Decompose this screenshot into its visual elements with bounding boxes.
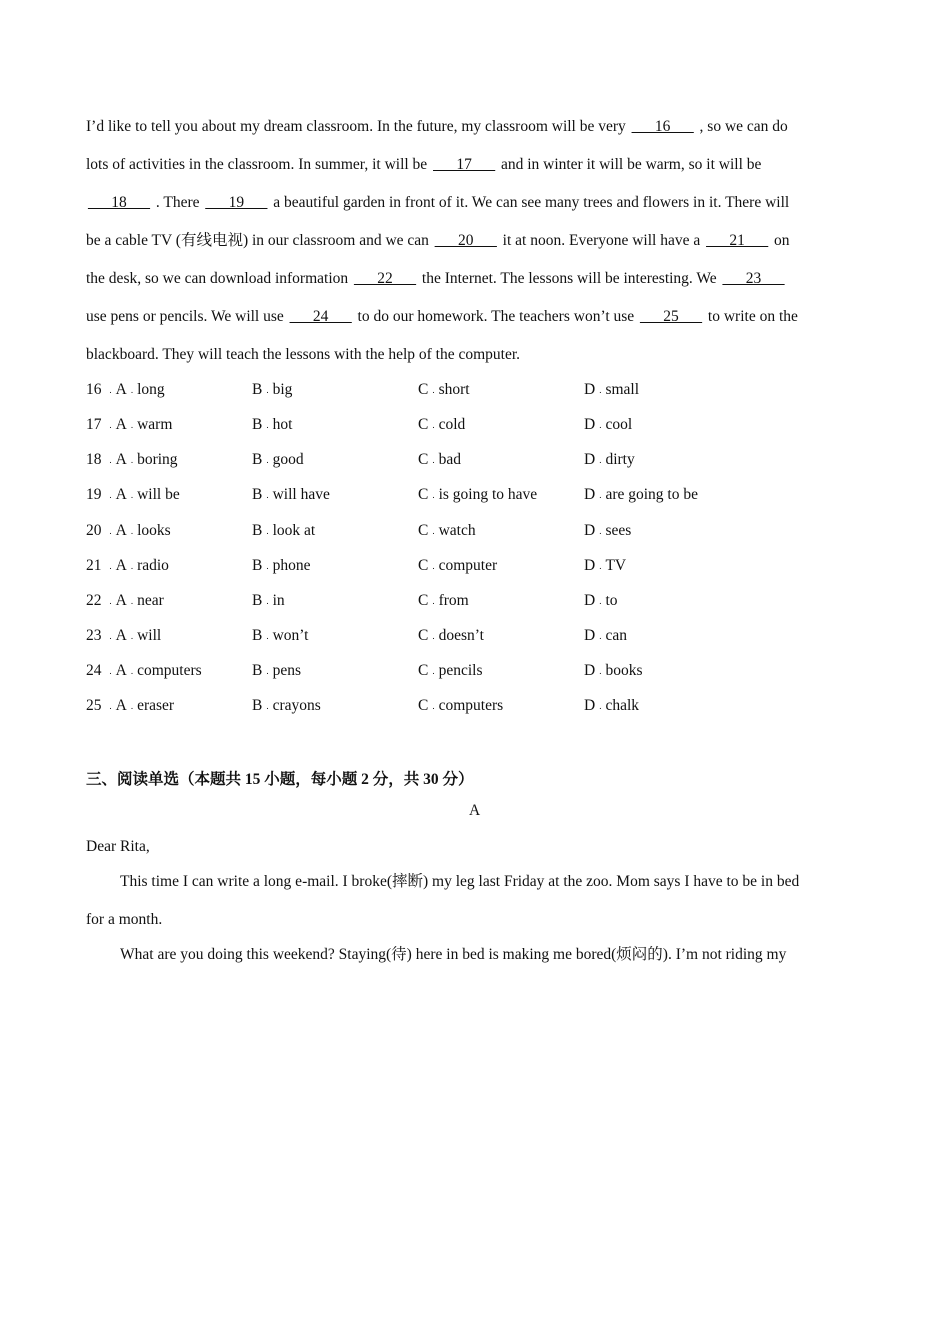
option-d[interactable]: D . dirty (584, 451, 635, 468)
option-text: pencils (438, 662, 483, 679)
option-d[interactable]: D . sees (584, 522, 632, 539)
question-row (86, 556, 786, 576)
passage-line (86, 193, 789, 213)
passage-text: the Internet. The lessons will be interesting. We (418, 270, 721, 287)
option-text: can (605, 627, 627, 644)
question-number: 18 (86, 451, 102, 468)
option-text: good (272, 451, 304, 468)
option-text: crayons (272, 697, 321, 714)
question-number: 19 (86, 486, 102, 503)
option-b[interactable]: B . will have (252, 486, 330, 503)
option-text: looks (137, 522, 171, 539)
question-number: 17 (86, 416, 102, 433)
passage-text: I’d like to tell you about my dream classroom. In the future, my classroom will be very (86, 118, 630, 135)
option-text: cold (438, 416, 466, 433)
option-a[interactable]: 20 . A . looks (86, 522, 171, 539)
question-row (86, 521, 786, 541)
passage-line (86, 269, 787, 289)
option-text: sees (605, 522, 632, 539)
blank-20: ___20___ (434, 232, 497, 249)
option-d[interactable]: D . to (584, 592, 618, 609)
option-c[interactable]: C . from (418, 592, 469, 609)
option-text: doesn’t (438, 627, 484, 644)
passage-text: , so we can do (695, 118, 788, 135)
option-d[interactable]: D . are going to be (584, 486, 698, 503)
option-d[interactable]: D . chalk (584, 697, 640, 714)
blank-17: ___17___ (433, 156, 496, 173)
option-text: computer (438, 557, 498, 574)
passage-label: A (469, 802, 481, 819)
option-c[interactable]: C . is going to have (418, 486, 538, 503)
blank-24: ___24___ (289, 308, 352, 325)
passage-text: a beautiful garden in front of it. We can see many trees and flowers in it. There will (269, 194, 790, 211)
option-c[interactable]: C . computer (418, 557, 498, 574)
option-d[interactable]: D . TV (584, 557, 627, 574)
passage-line (86, 307, 798, 327)
option-text: will have (272, 486, 330, 503)
letter-greeting: Dear Rita, (86, 838, 150, 855)
option-text: eraser (137, 697, 175, 714)
option-a[interactable]: 25 . A . eraser (86, 697, 175, 714)
question-number: 21 (86, 557, 102, 574)
option-b[interactable]: B . won’t (252, 627, 309, 644)
option-text: computers (137, 662, 202, 679)
passage-text: use pens or pencils. We will use (86, 308, 288, 325)
question-number: 22 (86, 592, 102, 609)
option-c[interactable]: C . computers (418, 697, 504, 714)
passage-line (86, 117, 788, 137)
passage-text: . There (152, 194, 204, 211)
option-c[interactable]: C . cold (418, 416, 466, 433)
option-text: hot (272, 416, 293, 433)
blank-16: ___16___ (631, 118, 694, 135)
option-text: pens (272, 662, 302, 679)
option-c[interactable]: C . pencils (418, 662, 483, 679)
passage-line (86, 155, 761, 175)
passage-text: the desk, so we can download information (86, 270, 353, 287)
letter-paragraph-line: What are you doing this weekend? Staying(待) here in bed is making me bored(烦闷的). I’m not riding my (120, 946, 787, 963)
option-text: phone (272, 557, 311, 574)
option-text: watch (438, 522, 476, 539)
option-text: short (438, 381, 470, 398)
option-d[interactable]: D . books (584, 662, 643, 679)
passage-line (86, 231, 790, 251)
option-text: from (438, 592, 469, 609)
blank-21: ___21___ (706, 232, 769, 249)
question-row (86, 485, 786, 505)
blank-19: ___19___ (205, 194, 268, 211)
option-text: computers (438, 697, 504, 714)
option-text: books (605, 662, 643, 679)
question-row (86, 450, 786, 470)
passage-text: and in winter it will be warm, so it will be (497, 156, 762, 173)
option-text: to (605, 592, 618, 609)
option-b[interactable]: B . phone (252, 557, 311, 574)
passage-text: to do our homework. The teachers won’t use (353, 308, 639, 325)
option-text: will (137, 627, 162, 644)
option-b[interactable]: B . pens (252, 662, 302, 679)
section-heading: 三、阅读单选（本题共 15 小题，每小题 2 分，共 30 分） (86, 771, 474, 788)
question-number: 20 (86, 522, 102, 539)
option-text: look at (272, 522, 316, 539)
option-text: are going to be (605, 486, 698, 503)
option-b[interactable]: B . big (252, 381, 293, 398)
blank-22: ___22___ (354, 270, 417, 287)
option-b[interactable]: B . look at (252, 522, 316, 539)
passage-text: blackboard. They will teach the lessons with the help of the computer. (86, 346, 521, 363)
option-text: small (605, 381, 640, 398)
option-text: will be (137, 486, 180, 503)
question-row (86, 415, 786, 435)
option-text: boring (137, 451, 178, 468)
option-a[interactable]: 21 . A . radio (86, 557, 169, 574)
question-number: 23 (86, 627, 102, 644)
option-c[interactable]: C . bad (418, 451, 461, 468)
option-d[interactable]: D . can (584, 627, 627, 644)
option-b[interactable]: B . hot (252, 416, 293, 433)
passage-text: it at noon. Everyone will have a (498, 232, 705, 249)
option-a[interactable]: 17 . A . warm (86, 416, 173, 433)
option-c[interactable]: C . watch (418, 522, 476, 539)
option-d[interactable]: D . cool (584, 416, 633, 433)
option-a[interactable]: 22 . A . near (86, 592, 164, 609)
question-row (86, 696, 786, 716)
option-c[interactable]: C . short (418, 381, 470, 398)
option-a[interactable]: 18 . A . boring (86, 451, 178, 468)
option-b[interactable]: B . good (252, 451, 304, 468)
option-text: cool (605, 416, 633, 433)
option-text: TV (605, 557, 627, 574)
option-a[interactable]: 16 . A . long (86, 381, 165, 398)
option-text: bad (438, 451, 461, 468)
passage-text: to write on the (704, 308, 798, 325)
question-number: 25 (86, 697, 102, 714)
question-number: 16 (86, 381, 102, 398)
option-text: radio (137, 557, 169, 574)
passage-text: be a cable TV (有线电视) in our classroom and we can (86, 232, 433, 249)
option-text: won’t (272, 627, 309, 644)
option-text: long (137, 381, 165, 398)
option-b[interactable]: B . in (252, 592, 285, 609)
option-a[interactable]: 24 . A . computers (86, 662, 202, 679)
option-d[interactable]: D . small (584, 381, 640, 398)
letter-paragraph-line: for a month. (86, 911, 163, 928)
passage-line (86, 345, 520, 365)
option-text: in (272, 592, 285, 609)
question-row (86, 626, 786, 646)
option-a[interactable]: 23 . A . will (86, 627, 162, 644)
blank-25: ___25___ (640, 308, 703, 325)
option-text: big (272, 381, 293, 398)
question-row (86, 661, 786, 681)
option-text: dirty (605, 451, 635, 468)
passage-text: lots of activities in the classroom. In summer, it will be (86, 156, 432, 173)
option-text: near (137, 592, 164, 609)
blank-18: ___18___ (88, 194, 150, 211)
question-row (86, 380, 786, 400)
question-number: 24 (86, 662, 102, 679)
option-text: warm (137, 416, 173, 433)
passage-text: on (770, 232, 790, 249)
option-text: chalk (605, 697, 640, 714)
option-a[interactable]: 19 . A . will be (86, 486, 180, 503)
question-row (86, 591, 786, 611)
letter-paragraph-line: This time I can write a long e-mail. I broke(摔断) my leg last Friday at the zoo. Mom says I have to be in bed (120, 873, 800, 890)
option-c[interactable]: C . doesn’t (418, 627, 484, 644)
option-b[interactable]: B . crayons (252, 697, 321, 714)
option-text: is going to have (438, 486, 538, 503)
blank-23: ___23___ (722, 270, 785, 287)
